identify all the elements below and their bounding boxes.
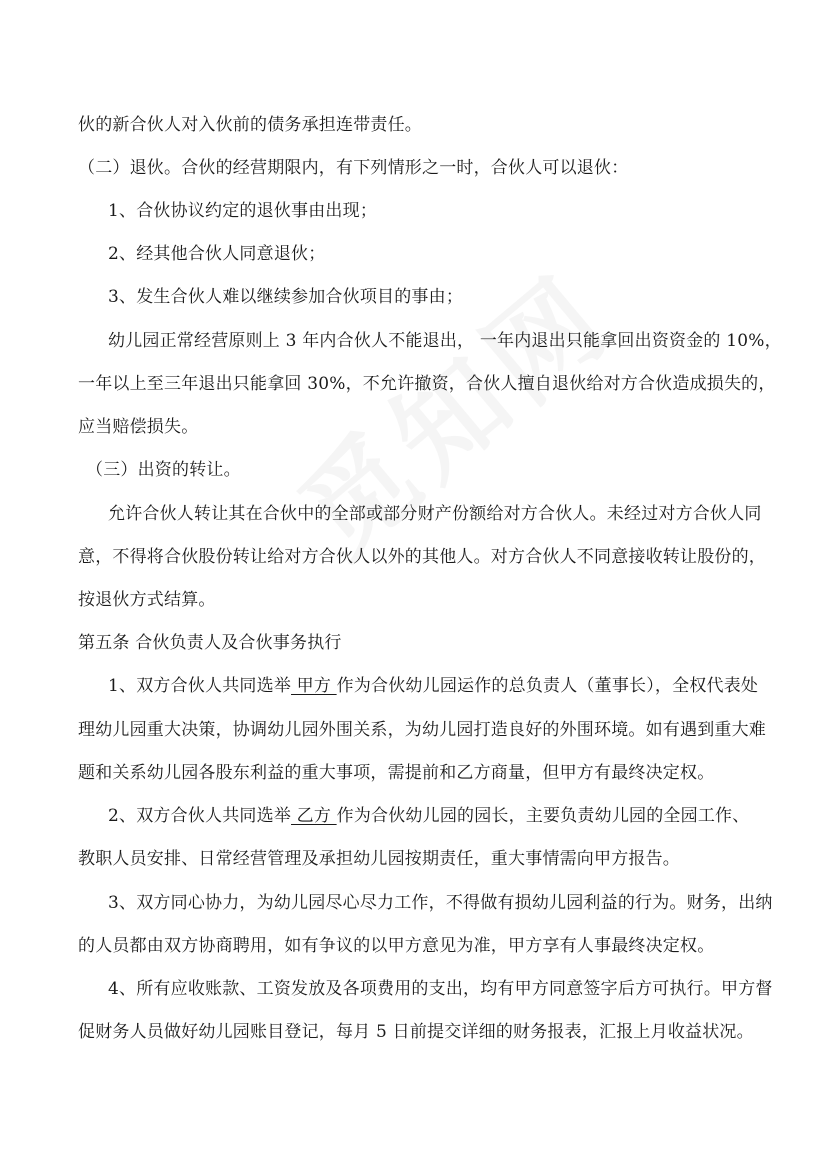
list-item-chairman [108,675,788,697]
text-line: 允许合伙人转让其在合伙中的全部或部分财产份额给对方合伙人。未经过对方合伙人同 [108,504,762,524]
item-text: 作为合伙幼儿园的园长，主要负责幼儿园的全园工作、 [336,806,750,826]
list-item: 4、所有应收账款、工资发放及各项费用的支出，均有甲方同意签字后方可执行。甲方督 [108,979,773,999]
item-text: 1、双方合伙人共同选举 [108,676,292,696]
article-heading: 第五条 合伙负责人及合伙事务执行 [78,633,342,653]
text-line: 教职人员安排、日常经营管理及承担幼儿园按期责任，重大事情需向甲方报告。 [78,849,680,869]
list-item-principal [108,805,788,827]
list-item: 3、双方同心协力，为幼儿园尽心尽力工作，不得做有损幼儿园利益的行为。财务，出纳 [108,893,773,913]
text-line: 一年以上至三年退出只能拿回 30%，不允许撤资，合伙人擅自退伙给对方合伙造成损失的， [78,374,776,394]
text-line: 按退伙方式结算。 [78,590,216,610]
section-heading-withdrawal: （二）退伙。合伙的经营期限内，有下列情形之一时，合伙人可以退伙： [78,158,629,178]
text-line: 理幼儿园重大决策，协调幼儿园外围关系，为幼儿园打造良好的外围环境。如有遇到重大难 [78,720,766,740]
text-line: 题和关系幼儿园各股东利益的重大事项，需提前和乙方商量，但甲方有最终决定权。 [78,763,715,783]
item-text: 2、双方合伙人共同选举 [108,806,292,826]
fill-blank-party-b: 乙方 [291,806,337,826]
text-line: 幼儿园正常经营原则上 3 年内合伙人不能退出， 一年内退出只能拿回出资资金的 10%， [108,331,782,351]
list-item: 1、合伙协议约定的退伙事由出现； [108,201,378,221]
text-line: 应当赔偿损失。 [78,417,199,437]
text-line: 伙的新合伙人对入伙前的债务承担连带责任。 [78,115,422,135]
item-text: 作为合伙幼儿园运作的总负责人（董事长），全权代表处 [336,676,759,696]
text-line: 的人员都由双方协商聘用，如有争议的以甲方意见为准，甲方享有人事最终决定权。 [78,936,715,956]
section-heading-transfer: （三）出资的转让。 [86,460,241,480]
fill-blank-party-a: 甲方 [291,676,337,696]
text-line: 促财务人员做好幼儿园账目登记，每月 5 日前提交详细的财务报表，汇报上月收益状况。 [78,1022,754,1042]
list-item: 2、经其他合伙人同意退伙； [108,244,326,264]
list-item: 3、发生合伙人难以继续参加合伙项目的事由； [108,287,464,307]
text-line: 意，不得将合伙股份转让给对方合伙人以外的其他人。对方合伙人不同意接收转让股份的， [78,547,766,567]
